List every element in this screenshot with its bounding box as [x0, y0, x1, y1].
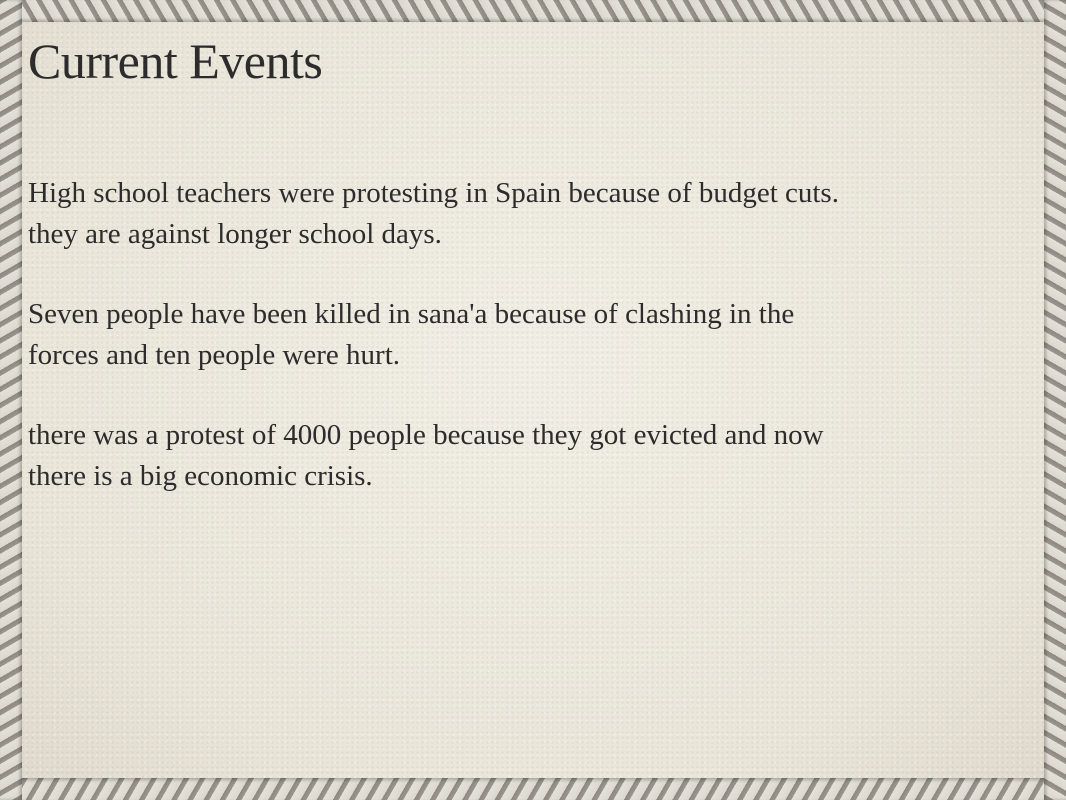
decorative-border-right [1044, 0, 1066, 800]
paragraph-line: there is a big economic crisis. [28, 460, 373, 492]
decorative-border-bottom [0, 778, 1066, 800]
paragraph-eviction-protest [28, 415, 1036, 497]
paragraph-list [28, 173, 1036, 497]
paragraph-line: there was a protest of 4000 people because they got evicted and now [28, 419, 824, 451]
decorative-border-left [0, 0, 22, 800]
paragraph-line: Seven people have been killed in sana'a because of clashing in the [28, 298, 795, 330]
paragraph-line: forces and ten people were hurt. [28, 339, 401, 371]
slide-title: Current Events [28, 33, 323, 89]
decorative-border-top [0, 0, 1066, 22]
paragraph-spain-teachers [28, 173, 1036, 255]
slide-content [28, 34, 1036, 536]
paragraph-sanaa-clashes [28, 294, 1036, 376]
paragraph-line: they are against longer school days. [28, 218, 442, 250]
paragraph-line: High school teachers were protesting in Spain because of budget cuts. [28, 177, 839, 209]
